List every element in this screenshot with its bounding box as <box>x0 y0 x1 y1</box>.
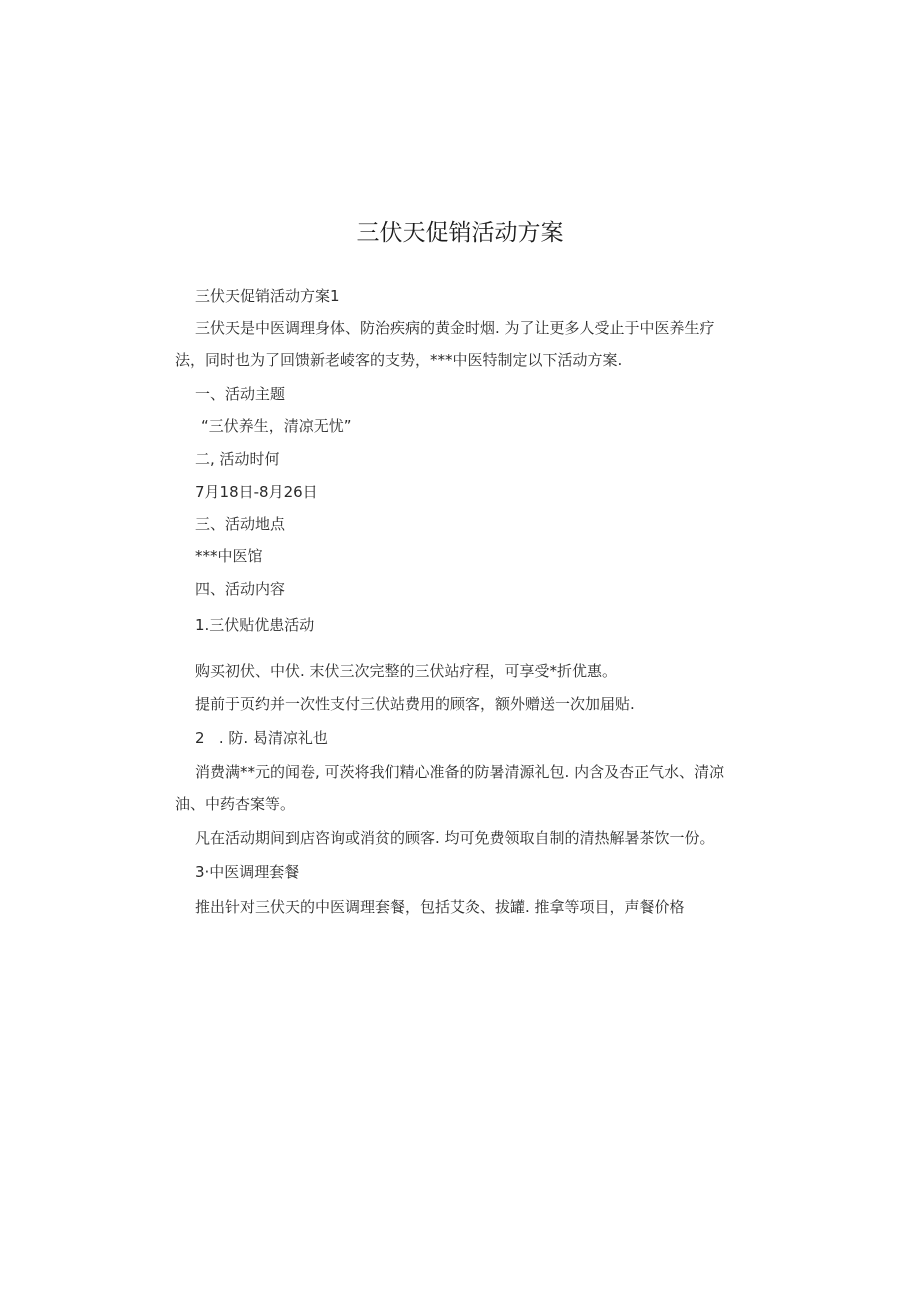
section-heading-location: 三、活动地点 <box>195 515 286 533</box>
intro-line-2: 法，同时也为了回馈新老崚客的支势，***中医特制定以下活动方案. <box>175 351 623 369</box>
section-heading-content: 四、活动内容 <box>195 580 286 598</box>
activity-location: ***中医馆 <box>195 547 263 565</box>
activity-dates: 7月18日-8月26日 <box>195 483 318 501</box>
item-2-detail-1-cont: 油、中药杏案等。 <box>175 795 296 813</box>
item-2-detail-1: 消费满**元的闻卷, 可茨将我们精心准备的防暑清源礼包. 内含及杏正气水、清凉 <box>195 763 725 781</box>
item-2-detail-2: 凡在活动期间到店咨询或消贫的顾客. 均可免费领取自制的清热解暑茶饮一份。 <box>195 829 715 847</box>
subtitle-line: 三伏天促销活动方案1 <box>195 287 340 305</box>
item-1-detail-1: 购买初伏、中伏. 末伏三次完整的三伏站疗程，可享受*折优惠。 <box>195 662 618 680</box>
section-heading-time: 二, 活动时何 <box>195 450 280 468</box>
item-3-heading: 3·中医调理套餐 <box>195 863 300 881</box>
intro-line-1: 三伏天是中医调理身体、防治疾病的黄金时烟. 为了让更多人受止于中医养生疗 <box>195 319 715 337</box>
item-2-heading: 2 . 防. 曷清凉礼也 <box>195 729 328 747</box>
section-heading-theme: 一、活动主题 <box>195 385 286 403</box>
item-3-detail-1: 推出针对三伏天的中医调理套餐，包括艾灸、拔罐. 推拿等项目，声餐价格 <box>195 898 685 916</box>
document-title: 三伏天促销活动方案 <box>356 220 564 246</box>
item-1-heading: 1.三伏贴优患活动 <box>195 616 315 634</box>
item-1-detail-2: 提前于页约并一次性支付三伏站费用的顾客，额外赠送一次加届贴. <box>195 695 635 713</box>
theme-slogan: “三伏养生，清凉无忧” <box>201 417 352 435</box>
